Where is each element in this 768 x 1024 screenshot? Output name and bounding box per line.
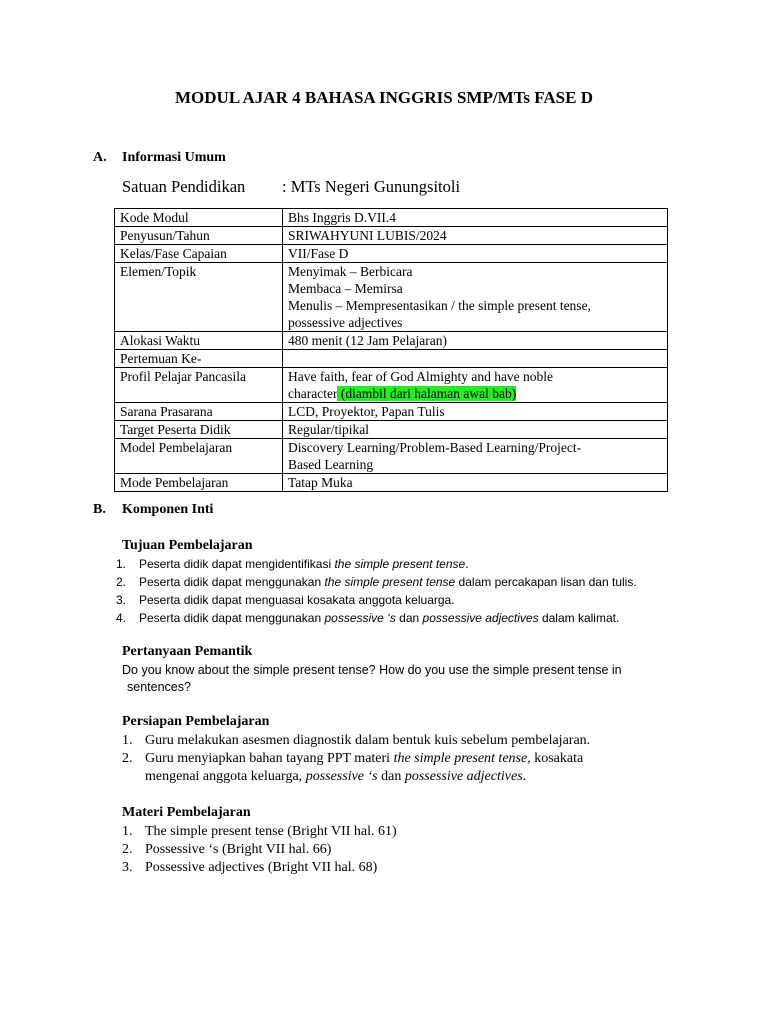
value-line: Menyimak – Berbicara xyxy=(288,264,413,279)
section-b-letter: B. xyxy=(93,502,106,517)
row-value: 480 menit (12 Jam Pelajaran) xyxy=(283,332,668,350)
table-row xyxy=(115,368,668,403)
item-italic: possessive adjectives xyxy=(404,769,523,784)
list-item xyxy=(122,841,397,859)
tujuan-heading: Tujuan Pembelajaran xyxy=(122,538,253,553)
table-row xyxy=(115,350,668,368)
row-key: Model Pembelajaran xyxy=(115,439,283,474)
info-table xyxy=(114,208,668,492)
row-key: Mode Pembelajaran xyxy=(115,474,283,492)
table-row xyxy=(115,245,668,263)
pemantik-heading: Pertanyaan Pemantik xyxy=(122,644,253,659)
value-line: Membaca – Memirsa xyxy=(288,281,403,296)
item-text: Possessive adjectives (Bright VII hal. 68) xyxy=(145,860,378,875)
value-line: Based Learning xyxy=(288,457,374,472)
pemantik-line: sentences? xyxy=(127,680,191,694)
item-number: 1. xyxy=(122,733,133,748)
item-text: dan xyxy=(395,611,423,625)
item-text: The simple present tense (Bright VII hal. 61) xyxy=(145,824,397,839)
item-italic: the simple present tense, xyxy=(393,751,531,766)
item-italic: possessive ‘s xyxy=(324,611,396,625)
item-text: Possessive ‘s (Bright VII hal. 66) xyxy=(145,842,332,857)
row-value xyxy=(283,439,668,474)
item-text: . xyxy=(522,769,527,784)
item-italic: possessive ‘s xyxy=(305,769,378,784)
item-number: 2. xyxy=(122,751,133,766)
row-value: Tatap Muka xyxy=(283,474,668,492)
satuan-label: Satuan Pendidikan xyxy=(122,177,246,196)
list-item xyxy=(122,750,590,786)
value-line: Menulis – Mempresentasikan / the simple present tense, xyxy=(288,298,591,313)
item-italic: the simple present tense xyxy=(324,575,456,589)
item-italic: possessive adjectives xyxy=(422,611,539,625)
persiapan-heading: Persiapan Pembelajaran xyxy=(122,714,270,729)
list-item xyxy=(122,823,397,841)
row-value: LCD, Proyektor, Papan Tulis xyxy=(283,403,668,421)
table-row xyxy=(115,263,668,332)
item-text: dan xyxy=(377,769,405,784)
row-key: Target Peserta Didik xyxy=(115,421,283,439)
value-line: Discovery Learning/Problem-Based Learning/Project- xyxy=(288,440,582,455)
list-item xyxy=(122,732,591,750)
table-row xyxy=(115,474,668,492)
row-key: Pertemuan Ke- xyxy=(115,350,283,368)
list-item xyxy=(116,591,637,609)
row-value xyxy=(283,263,668,332)
item-text: Peserta didik dapat menggunakan xyxy=(139,611,325,625)
section-b-heading xyxy=(93,502,213,518)
satuan-pendidikan xyxy=(122,177,460,197)
row-key: Elemen/Topik xyxy=(115,263,283,332)
item-number: 2. xyxy=(122,842,133,857)
section-a-title: Informasi Umum xyxy=(122,150,226,165)
list-item xyxy=(116,573,637,591)
materi-heading: Materi Pembelajaran xyxy=(122,805,251,820)
tujuan-list xyxy=(116,555,637,627)
value-line: Have faith, fear of God Almighty and have noble xyxy=(288,369,554,384)
persiapan-list xyxy=(122,732,591,786)
section-b-title: Komponen Inti xyxy=(122,502,214,517)
row-key: Sarana Prasarana xyxy=(115,403,283,421)
item-text: . xyxy=(465,557,469,571)
item-italic: the simple present tense xyxy=(334,557,466,571)
row-key: Penyusun/Tahun xyxy=(115,227,283,245)
row-value: VII/Fase D xyxy=(283,245,668,263)
highlighted-note: (diambil dari halaman awal bab) xyxy=(337,386,517,401)
row-value: SRIWAHYUNI LUBIS/2024 xyxy=(283,227,668,245)
item-text: Guru menyiapkan bahan tayang PPT materi xyxy=(145,751,394,766)
row-value: Bhs Inggris D.VII.4 xyxy=(283,209,668,227)
section-a-letter: A. xyxy=(93,150,107,165)
item-text: Peserta didik dapat mengidentifikasi xyxy=(139,557,335,571)
item-text: dalam kalimat. xyxy=(538,611,620,625)
table-row xyxy=(115,209,668,227)
table-row xyxy=(115,403,668,421)
item-text: Peserta didik dapat menggunakan xyxy=(139,575,325,589)
satuan-value: : MTs Negeri Gunungsitoli xyxy=(282,177,461,196)
value-line: possessive adjectives xyxy=(288,315,403,330)
value-text: character xyxy=(288,386,338,401)
table-row xyxy=(115,439,668,474)
item-number: 4. xyxy=(116,611,127,625)
item-number: 2. xyxy=(116,575,127,589)
item-text: dalam percakapan lisan dan tulis. xyxy=(455,575,637,589)
row-key: Kode Modul xyxy=(115,209,283,227)
document-title: MODUL AJAR 4 BAHASA INGGRIS SMP/MTs FASE D xyxy=(175,88,593,107)
row-key: Profil Pelajar Pancasila xyxy=(115,368,283,403)
list-item xyxy=(122,859,397,877)
row-value xyxy=(283,368,668,403)
row-value xyxy=(283,350,668,368)
item-number: 1. xyxy=(116,557,127,571)
list-item xyxy=(116,555,637,573)
item-text: Guru melakukan asesmen diagnostik dalam bentuk kuis sebelum pembelajaran. xyxy=(145,733,591,748)
table-row xyxy=(115,421,668,439)
list-item xyxy=(116,609,637,627)
item-number: 3. xyxy=(122,860,133,875)
row-key: Alokasi Waktu xyxy=(115,332,283,350)
row-value: Regular/tipikal xyxy=(283,421,668,439)
item-text: kosakata xyxy=(530,751,584,766)
item-text: Peserta didik dapat menguasai kosakata anggota keluarga. xyxy=(139,593,455,607)
table-row xyxy=(115,227,668,245)
value-line xyxy=(288,385,662,402)
item-number: 3. xyxy=(116,593,127,607)
table-row xyxy=(115,332,668,350)
section-a-heading xyxy=(93,150,226,166)
item-number: 1. xyxy=(122,824,133,839)
pemantik-line: Do you know about the simple present tense? How do you use the simple present tense in xyxy=(122,663,622,677)
row-key: Kelas/Fase Capaian xyxy=(115,245,283,263)
pemantik-text xyxy=(122,662,652,696)
item-text: mengenai anggota keluarga, xyxy=(145,769,306,784)
materi-list xyxy=(122,823,397,877)
